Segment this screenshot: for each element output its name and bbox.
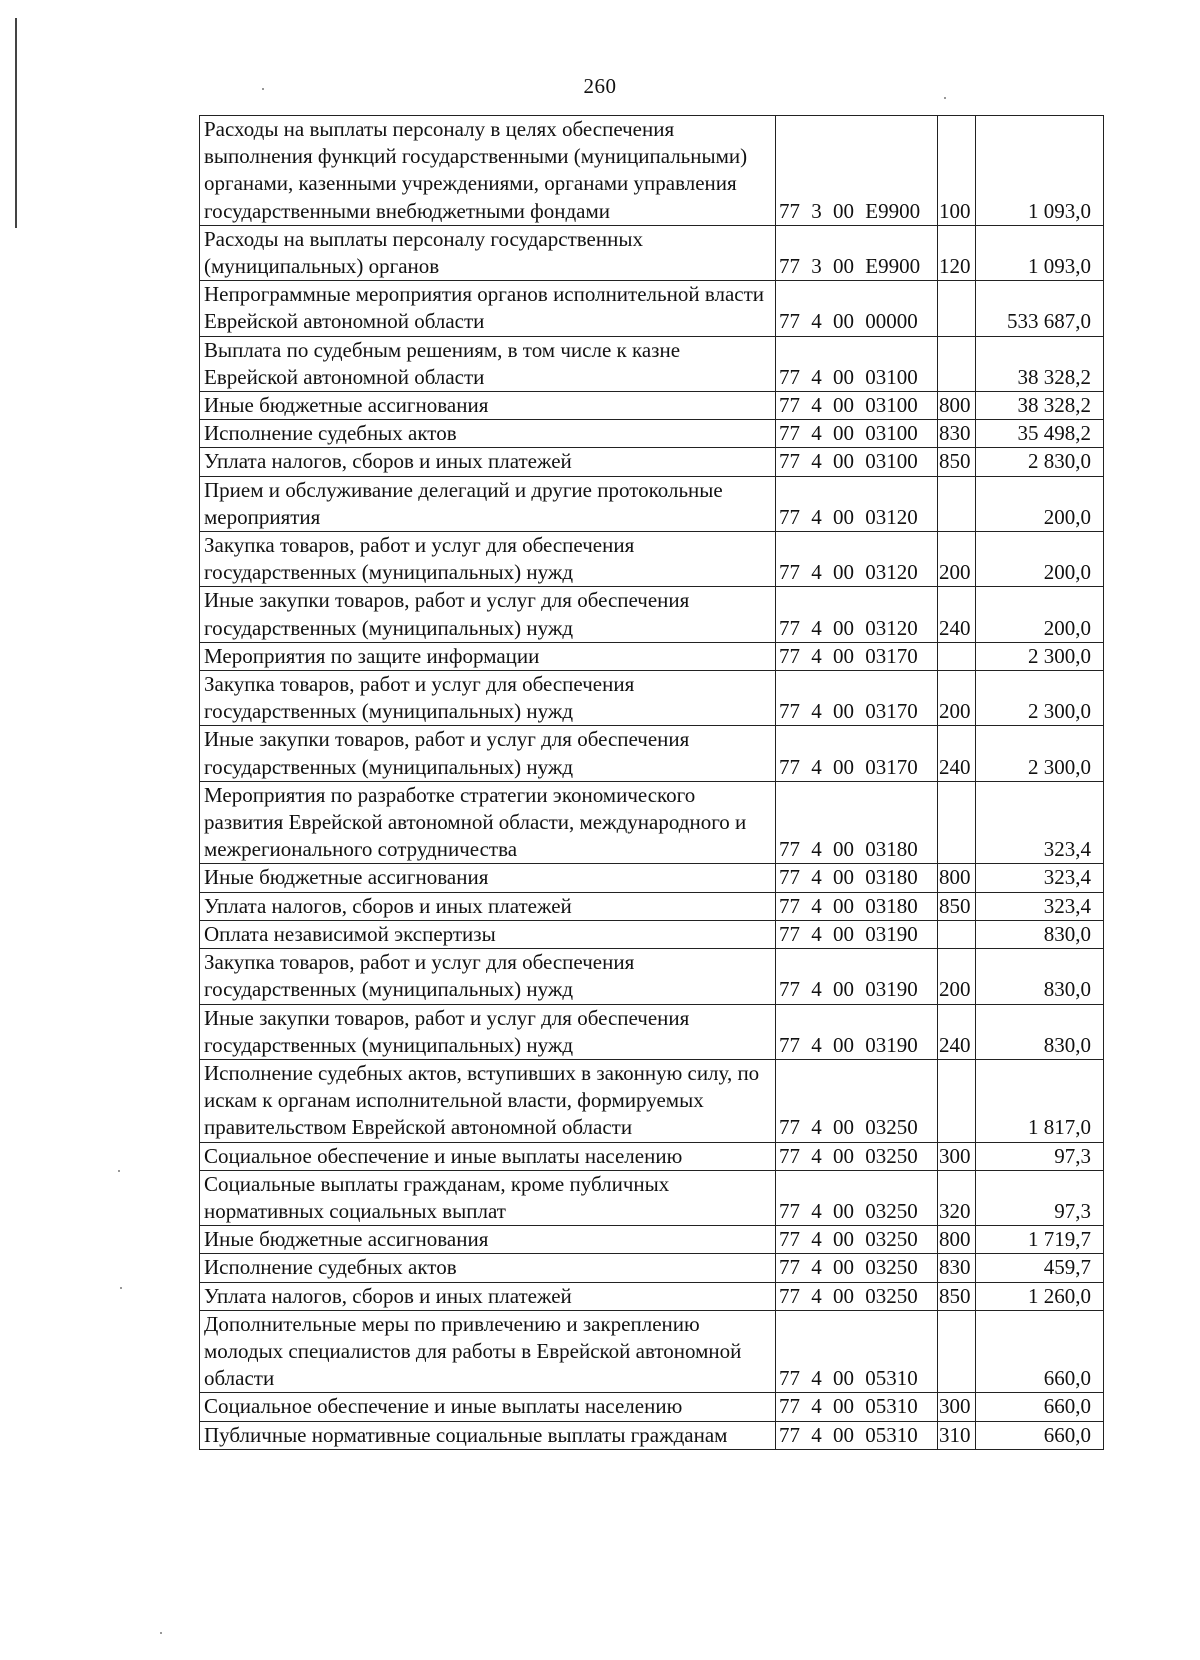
row-target-code: 77 4 00 03170 (776, 671, 938, 726)
table-row (200, 1059, 1104, 1142)
row-amount: 323,4 (976, 864, 1104, 892)
row-description: Иные закупки товаров, работ и услуг для обеспечения государственных (муниципальных) нужд (200, 1004, 776, 1059)
row-expense-type: 830 (938, 420, 976, 448)
row-expense-type: 850 (938, 892, 976, 920)
table-row (200, 1393, 1104, 1421)
row-description: Исполнение судебных актов (200, 420, 776, 448)
row-amount: 200,0 (976, 532, 1104, 587)
table-row (200, 1004, 1104, 1059)
row-amount: 660,0 (976, 1310, 1104, 1393)
row-description: Расходы на выплаты персоналу в целях обеспечения выполнения функций государственными (муниципальными) органами, казенными учреждениями, органами управления государственными внебюджетными фондами (200, 116, 776, 226)
row-target-code: 77 4 00 03190 (776, 920, 938, 948)
table-row (200, 642, 1104, 670)
row-description: Иные закупки товаров, работ и услуг для обеспечения государственных (муниципальных) нужд (200, 726, 776, 781)
row-description: Закупка товаров, работ и услуг для обеспечения государственных (муниципальных) нужд (200, 532, 776, 587)
row-description: Социальное обеспечение и иные выплаты населению (200, 1142, 776, 1170)
row-expense-type (938, 476, 976, 531)
table-row (200, 781, 1104, 864)
row-expense-type: 310 (938, 1421, 976, 1449)
row-description: Иные бюджетные ассигнования (200, 392, 776, 420)
scan-speck (160, 1632, 162, 1634)
row-target-code: 77 3 00 Е9900 (776, 225, 938, 280)
row-expense-type: 800 (938, 392, 976, 420)
row-target-code: 77 4 00 03190 (776, 1004, 938, 1059)
row-amount: 660,0 (976, 1393, 1104, 1421)
row-target-code: 77 4 00 03250 (776, 1226, 938, 1254)
row-description: Прием и обслуживание делегаций и другие протокольные мероприятия (200, 476, 776, 531)
row-description: Уплата налогов, сборов и иных платежей (200, 448, 776, 476)
row-amount: 533 687,0 (976, 281, 1104, 336)
row-expense-type: 300 (938, 1142, 976, 1170)
row-expense-type: 240 (938, 1004, 976, 1059)
row-description: Публичные нормативные социальные выплаты гражданам (200, 1421, 776, 1449)
row-description: Выплата по судебным решениям, в том числе к казне Еврейской автономной области (200, 336, 776, 391)
row-expense-type: 850 (938, 448, 976, 476)
table-row (200, 1170, 1104, 1225)
row-amount: 2 300,0 (976, 642, 1104, 670)
row-target-code: 77 4 00 05310 (776, 1310, 938, 1393)
row-expense-type: 200 (938, 949, 976, 1004)
row-amount: 1 093,0 (976, 116, 1104, 226)
row-target-code: 77 4 00 03250 (776, 1282, 938, 1310)
row-target-code: 77 4 00 03180 (776, 864, 938, 892)
table-row (200, 864, 1104, 892)
row-description: Иные бюджетные ассигнования (200, 864, 776, 892)
row-target-code: 77 4 00 00000 (776, 281, 938, 336)
table-row (200, 1310, 1104, 1393)
row-target-code: 77 4 00 03250 (776, 1059, 938, 1142)
row-amount: 1 719,7 (976, 1226, 1104, 1254)
row-target-code: 77 4 00 03100 (776, 448, 938, 476)
row-description: Закупка товаров, работ и услуг для обеспечения государственных (муниципальных) нужд (200, 671, 776, 726)
table-row (200, 1254, 1104, 1282)
table-row (200, 532, 1104, 587)
row-description: Непрограммные мероприятия органов исполнительной власти Еврейской автономной области (200, 281, 776, 336)
row-expense-type: 120 (938, 225, 976, 280)
row-description: Уплата налогов, сборов и иных платежей (200, 1282, 776, 1310)
row-target-code: 77 4 00 03120 (776, 532, 938, 587)
budget-table (199, 115, 1104, 1450)
table-row (200, 476, 1104, 531)
table-row (200, 892, 1104, 920)
row-description: Оплата независимой экспертизы (200, 920, 776, 948)
row-expense-type: 200 (938, 671, 976, 726)
table-row (200, 920, 1104, 948)
row-target-code: 77 4 00 03170 (776, 726, 938, 781)
table-row (200, 392, 1104, 420)
row-description: Социальные выплаты гражданам, кроме публичных нормативных социальных выплат (200, 1170, 776, 1225)
row-target-code: 77 4 00 03120 (776, 587, 938, 642)
row-description: Дополнительные меры по привлечению и закреплению молодых специалистов для работы в Еврейской автономной области (200, 1310, 776, 1393)
row-amount: 323,4 (976, 892, 1104, 920)
row-amount: 97,3 (976, 1142, 1104, 1170)
row-expense-type (938, 1310, 976, 1393)
row-amount: 1 260,0 (976, 1282, 1104, 1310)
row-target-code: 77 4 00 03250 (776, 1170, 938, 1225)
row-expense-type: 300 (938, 1393, 976, 1421)
row-target-code: 77 4 00 03100 (776, 336, 938, 391)
row-description: Мероприятия по защите информации (200, 642, 776, 670)
row-expense-type: 830 (938, 1254, 976, 1282)
table-row (200, 1282, 1104, 1310)
row-expense-type (938, 781, 976, 864)
scan-speck (118, 1170, 120, 1172)
table-row (200, 448, 1104, 476)
row-description: Мероприятия по разработке стратегии экономического развития Еврейской автономной области, международного и межрегионального сотрудничества (200, 781, 776, 864)
row-expense-type: 320 (938, 1170, 976, 1225)
row-amount: 200,0 (976, 476, 1104, 531)
row-amount: 830,0 (976, 920, 1104, 948)
row-description: Иные бюджетные ассигнования (200, 1226, 776, 1254)
row-description: Социальное обеспечение и иные выплаты населению (200, 1393, 776, 1421)
row-description: Исполнение судебных актов (200, 1254, 776, 1282)
row-amount: 97,3 (976, 1170, 1104, 1225)
row-target-code: 77 4 00 03170 (776, 642, 938, 670)
row-target-code: 77 4 00 03250 (776, 1142, 938, 1170)
row-target-code: 77 4 00 05310 (776, 1393, 938, 1421)
row-expense-type: 100 (938, 116, 976, 226)
table-row (200, 225, 1104, 280)
scan-speck (120, 1287, 122, 1289)
row-amount: 660,0 (976, 1421, 1104, 1449)
row-description: Исполнение судебных актов, вступивших в законную силу, по искам к органам исполнительной власти, формируемых правительством Еврейской автономной области (200, 1059, 776, 1142)
row-expense-type (938, 920, 976, 948)
row-expense-type (938, 1059, 976, 1142)
row-amount: 38 328,2 (976, 336, 1104, 391)
table-row (200, 726, 1104, 781)
row-amount: 1 817,0 (976, 1059, 1104, 1142)
row-target-code: 77 4 00 03100 (776, 392, 938, 420)
table-row (200, 671, 1104, 726)
table-row (200, 116, 1104, 226)
row-description: Закупка товаров, работ и услуг для обеспечения государственных (муниципальных) нужд (200, 949, 776, 1004)
table-row (200, 1142, 1104, 1170)
page-number: 260 (583, 74, 617, 98)
row-amount: 2 300,0 (976, 726, 1104, 781)
row-description: Расходы на выплаты персоналу государственных (муниципальных) органов (200, 225, 776, 280)
table-row (200, 336, 1104, 391)
row-target-code: 77 4 00 03120 (776, 476, 938, 531)
row-amount: 1 093,0 (976, 225, 1104, 280)
row-description: Иные закупки товаров, работ и услуг для обеспечения государственных (муниципальных) нужд (200, 587, 776, 642)
row-expense-type (938, 336, 976, 391)
row-amount: 323,4 (976, 781, 1104, 864)
table-row (200, 587, 1104, 642)
table-row (200, 1421, 1104, 1449)
row-amount: 2 300,0 (976, 671, 1104, 726)
table-row (200, 949, 1104, 1004)
row-expense-type (938, 642, 976, 670)
row-expense-type: 800 (938, 1226, 976, 1254)
row-target-code: 77 4 00 03180 (776, 781, 938, 864)
budget-table-body (200, 116, 1104, 1450)
table-row (200, 420, 1104, 448)
row-expense-type: 800 (938, 864, 976, 892)
row-amount: 830,0 (976, 1004, 1104, 1059)
row-expense-type: 850 (938, 1282, 976, 1310)
row-expense-type (938, 281, 976, 336)
row-amount: 830,0 (976, 949, 1104, 1004)
row-target-code: 77 3 00 Е9900 (776, 116, 938, 226)
row-amount: 35 498,2 (976, 420, 1104, 448)
table-row (200, 1226, 1104, 1254)
row-amount: 38 328,2 (976, 392, 1104, 420)
row-amount: 200,0 (976, 587, 1104, 642)
scan-margin-line (15, 18, 17, 228)
row-target-code: 77 4 00 05310 (776, 1421, 938, 1449)
row-amount: 2 830,0 (976, 448, 1104, 476)
row-expense-type: 200 (938, 532, 976, 587)
row-target-code: 77 4 00 03250 (776, 1254, 938, 1282)
row-expense-type: 240 (938, 726, 976, 781)
table-row (200, 281, 1104, 336)
row-description: Уплата налогов, сборов и иных платежей (200, 892, 776, 920)
row-amount: 459,7 (976, 1254, 1104, 1282)
row-target-code: 77 4 00 03180 (776, 892, 938, 920)
row-expense-type: 240 (938, 587, 976, 642)
row-target-code: 77 4 00 03100 (776, 420, 938, 448)
row-target-code: 77 4 00 03190 (776, 949, 938, 1004)
